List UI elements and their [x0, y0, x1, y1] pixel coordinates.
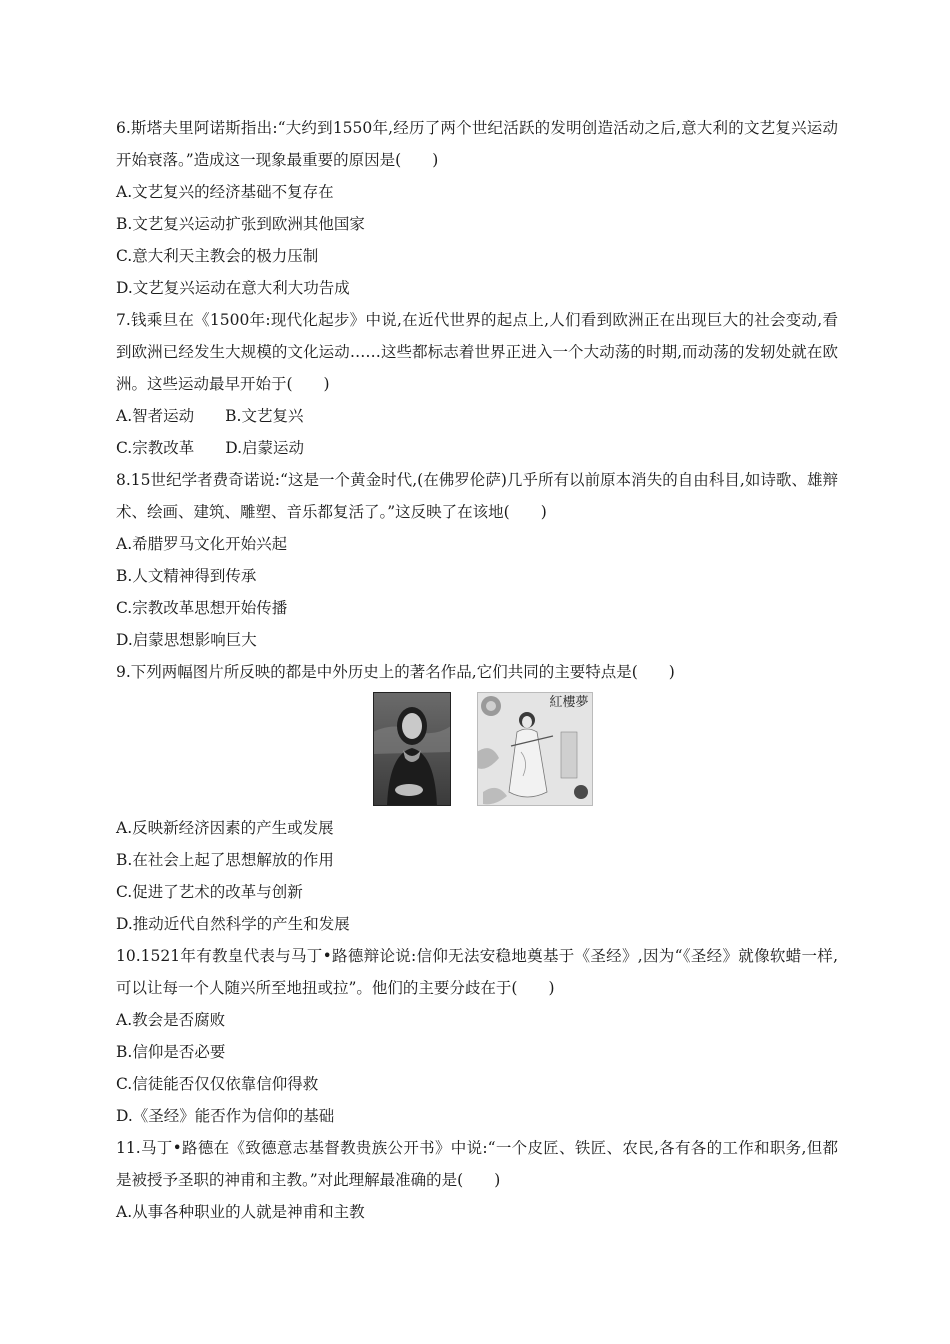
option-a: A.反映新经济因素的产生或发展 — [116, 819, 334, 837]
option-c: C.信徒能否仅仅依靠信仰得救 — [116, 1075, 319, 1093]
option-b: B.在社会上起了思想解放的作用 — [116, 851, 334, 869]
option-b: B.人文精神得到传承 — [116, 567, 257, 585]
question-10 — [116, 940, 838, 1132]
option-b: B.文艺复兴运动扩张到欧洲其他国家 — [116, 215, 365, 233]
question-11 — [116, 1132, 838, 1228]
dream-of-red-chamber-cover-icon — [477, 692, 593, 806]
question-6 — [116, 112, 838, 304]
option-row-ab: A.智者运动 B.文艺复兴 — [116, 407, 304, 425]
cover-title-char-1: 紅樓夢 — [549, 695, 589, 710]
option-a: A.从事各种职业的人就是神甫和主教 — [116, 1203, 365, 1221]
option-a: A.希腊罗马文化开始兴起 — [116, 535, 288, 553]
option-d: D.《圣经》能否作为信仰的基础 — [116, 1107, 335, 1125]
question-list — [116, 112, 838, 1228]
option-d: D.推动近代自然科学的产生和发展 — [116, 915, 350, 933]
question-stem: 6.斯塔夫里阿诺斯指出:“大约到1550年,经历了两个世纪活跃的发明创造活动之后,意大利的文艺复兴运动开始衰落。”造成这一现象最重要的原因是( ) — [116, 119, 838, 169]
question-stem: 7.钱乘旦在《1500年:现代化起步》中说,在近代世界的起点上,人们看到欧洲正在出现巨大的社会变动,看到欧洲已经发生大规模的文化运动……这些都标志着世界正进入一个大动荡的时期,而动荡的发轫处就在欧洲。这些运动最早开始于( ) — [116, 311, 838, 393]
option-c: C.促进了艺术的改革与创新 — [116, 883, 303, 901]
question-stem: 8.15世纪学者费奇诺说:“这是一个黄金时代,(在佛罗伦萨)几乎所有以前原本消失的自由科目,如诗歌、雄辩术、绘画、建筑、雕塑、音乐都复活了。”这反映了在该地( ) — [116, 471, 838, 521]
question-8 — [116, 464, 838, 656]
option-a: A.教会是否腐败 — [116, 1011, 226, 1029]
option-b: B.信仰是否必要 — [116, 1043, 226, 1061]
mona-lisa-painting-icon — [373, 692, 451, 806]
option-c: C.意大利天主教会的极力压制 — [116, 247, 319, 265]
option-c: C.宗教改革思想开始传播 — [116, 599, 288, 617]
question-stem: 10.1521年有教皇代表与马丁•路德辩论说:信仰无法安稳地奠基于《圣经》,因为“《圣经》就像软蜡一样,可以让每一个人随兴所至地扭或拉”。他们的主要分歧在于( ) — [116, 947, 838, 997]
option-d: D.文艺复兴运动在意大利大功告成 — [116, 279, 350, 297]
option-d: D.启蒙思想影响巨大 — [116, 631, 257, 649]
question-stem: 11.马丁•路德在《致德意志基督教贵族公开书》中说:“一个皮匠、铁匠、农民,各有各的工作和职务,但都是被授予圣职的神甫和主教。”对此理解最准确的是( ) — [116, 1139, 838, 1189]
option-a: A.文艺复兴的经济基础不复存在 — [116, 183, 334, 201]
option-row-cd: C.宗教改革 D.启蒙运动 — [116, 439, 305, 457]
question-stem: 9.下列两幅图片所反映的都是中外历史上的著名作品,它们共同的主要特点是( ) — [116, 663, 675, 681]
figure-pair — [116, 688, 838, 812]
question-7 — [116, 304, 838, 464]
question-9 — [116, 656, 838, 940]
